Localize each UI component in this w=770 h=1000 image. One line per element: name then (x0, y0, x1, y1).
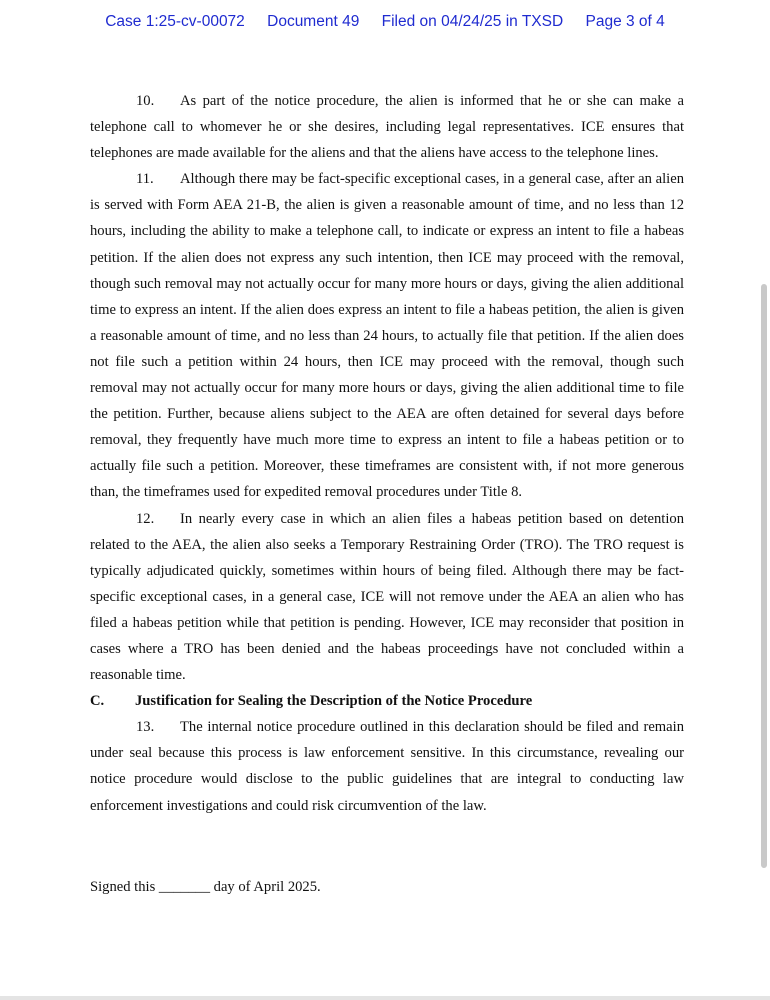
vertical-scrollbar[interactable] (761, 284, 767, 868)
page-indicator: Page 3 of 4 (585, 13, 665, 30)
paragraph-number: 12. (136, 510, 155, 527)
paragraph-13 (90, 714, 684, 818)
document-number: Document 49 (267, 13, 360, 30)
paragraph-10 (90, 88, 684, 166)
section-letter: C. (90, 693, 105, 710)
filed-date: Filed on 04/24/25 in TXSD (381, 13, 564, 30)
ecf-filing-header (0, 13, 770, 31)
paragraph-text: The internal notice procedure outlined in this declaration should be filed and remain under seal because this process is law enforcement sensitive. In this circumstance, revealing our notice procedure would disclose to the public guidelines that are integral to conducting law enforcement investigations and could risk circumvention of the law. (90, 719, 684, 814)
paragraph-11 (90, 166, 684, 505)
paragraph-text: In nearly every case in which an alien files a habeas petition based on detention related to the AEA, the alien also seeks a Temporary Restraining Order (TRO). The TRO request is typically adjudicated quickly, sometimes within hours of being filed. Although there may be fact-specific exceptional cases, in a general case, ICE will not remove under the AEA an alien who has filed a habeas petition while that petition is pending. However, ICE may reconsider that position in cases where a TRO has been denied and the habeas proceedings have not concluded within a reasonable time. (90, 510, 684, 684)
signature-line: Signed this _______ day of April 2025. (90, 879, 321, 895)
paragraph-12 (90, 506, 684, 689)
paragraph-number: 10. (136, 93, 155, 109)
section-c-heading (90, 688, 684, 714)
paragraph-text: As part of the notice procedure, the alien is informed that he or she can make a telephone call to whomever he or she desires, including legal representatives. ICE ensures that telephones are made available for the aliens and that the aliens have access to the telephone lines. (90, 93, 684, 162)
document-body (90, 88, 684, 819)
section-title: Justification for Sealing the Description of the Notice Procedure (135, 693, 533, 710)
paragraph-text: Although there may be fact-specific exceptional cases, in a general case, after an alien is served with Form AEA 21-B, the alien is given a reasonable amount of time, and no less than 12 hours, including the ability to make a telephone call, to indicate or express an intent to file a habeas petition. If the alien does not express any such intention, then ICE may proceed with the removal, though such removal may not actually occur for many more hours or days, giving the alien additional time to express an intent. If the alien does express an intent to file a habeas petition, the alien is given a reasonable amount of time, and no less than 24 hours, to actually file that petition. If the alien does not file such a petition within 24 hours, then ICE may proceed with the removal, though such removal may not actually occur for many more hours or days, giving the alien additional time to file the petition. Further, because aliens subject to the AEA are often detained for several days before removal, they frequently have much more time to express an intent to file a habeas petition or to actually file such a petition. Moreover, these timeframes are consistent with, if not more generous than, the timeframes used for expedited removal procedures under Title 8. (90, 171, 684, 501)
page-bottom-edge (0, 996, 770, 1000)
case-number: Case 1:25-cv-00072 (105, 13, 245, 30)
paragraph-number: 11. (136, 171, 154, 188)
paragraph-number: 13. (136, 719, 155, 736)
